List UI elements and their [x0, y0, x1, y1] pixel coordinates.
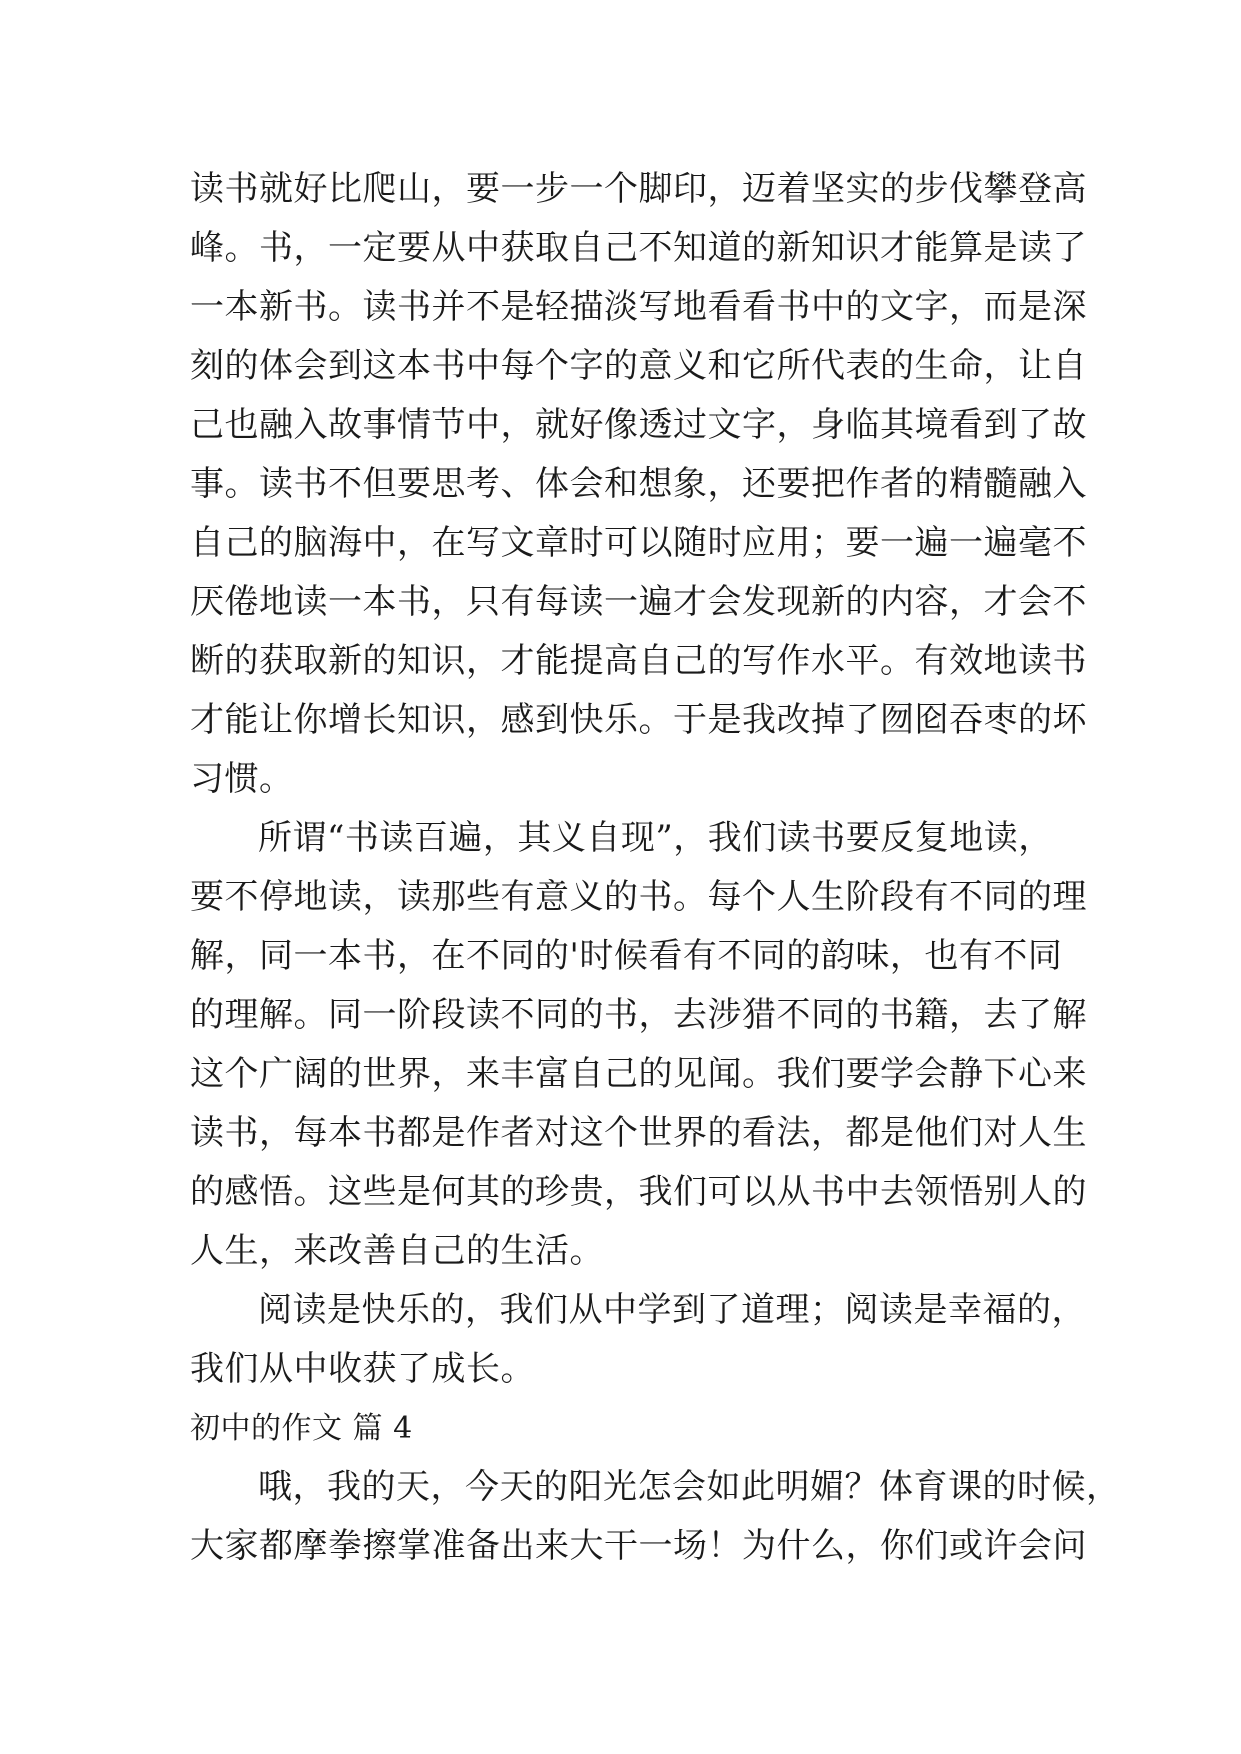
paragraph-3	[190, 1281, 1086, 1399]
text-line: 读书就好比爬山，要一步一个脚印，迈着坚实的步伐攀登高	[190, 169, 1087, 209]
text-line: 峰。书，一定要从中获取自己不知道的新知识才能算是读了	[190, 228, 1087, 268]
text-line: 的理解。同一阶段读不同的书，去涉猎不同的书籍，去了解	[190, 995, 1087, 1035]
text-line: 我们从中收获了成长。	[190, 1349, 535, 1389]
text-line: 厌倦地读一本书，只有每读一遍才会发现新的内容，才会不	[190, 582, 1087, 622]
text-line: 才能让你增长知识，感到快乐。于是我改掉了囫囵吞枣的坏	[190, 700, 1087, 740]
text-line: 这个广阔的世界，来丰富自己的见闻。我们要学会静下心来	[190, 1054, 1087, 1094]
paragraph-1	[190, 160, 1087, 809]
text-line: 人生，来改善自己的生活。	[190, 1231, 604, 1271]
text-line: 自己的脑海中，在写文章时可以随时应用；要一遍一遍毫不	[190, 523, 1087, 563]
text-line: 习惯。	[190, 759, 294, 799]
text-line: 大家都摩拳擦掌准备出来大干一场！为什么，你们或许会问	[190, 1526, 1087, 1566]
text-line: 己也融入故事情节中，就好像透过文字，身临其境看到了故	[190, 405, 1087, 445]
paragraph-2	[190, 809, 1087, 1281]
text-line: 要不停地读，读那些有意义的书。每个人生阶段有不同的理	[190, 877, 1087, 917]
text-line: 一本新书。读书并不是轻描淡写地看看书中的文字，而是深	[190, 287, 1087, 327]
paragraph-4	[190, 1458, 1121, 1576]
document-body	[190, 160, 1121, 1576]
text-line: 的感悟。这些是何其的珍贵，我们可以从书中去领悟别人的	[190, 1172, 1087, 1212]
text-line: 阅读是快乐的，我们从中学到了道理；阅读是幸福的，	[258, 1290, 1086, 1330]
text-line: 哦，我的天，今天的阳光怎会如此明媚？体育课的时候，	[258, 1467, 1121, 1507]
text-line: 断的获取新的知识，才能提高自己的写作水平。有效地读书	[190, 641, 1087, 681]
text-line: 刻的体会到这本书中每个字的意义和它所代表的生命，让自	[190, 346, 1087, 386]
text-line: 读书，每本书都是作者对这个世界的看法，都是他们对人生	[190, 1113, 1087, 1153]
text-line: 解，同一本书，在不同的'时候看有不同的韵味，也有不同	[190, 936, 1063, 976]
text-line: 所谓“书读百遍，其义自现”，我们读书要反复地读，	[258, 818, 1053, 858]
section-heading: 初中的作文 篇 4	[190, 1411, 413, 1446]
text-line: 事。读书不但要思考、体会和想象，还要把作者的精髓融入	[190, 464, 1087, 504]
